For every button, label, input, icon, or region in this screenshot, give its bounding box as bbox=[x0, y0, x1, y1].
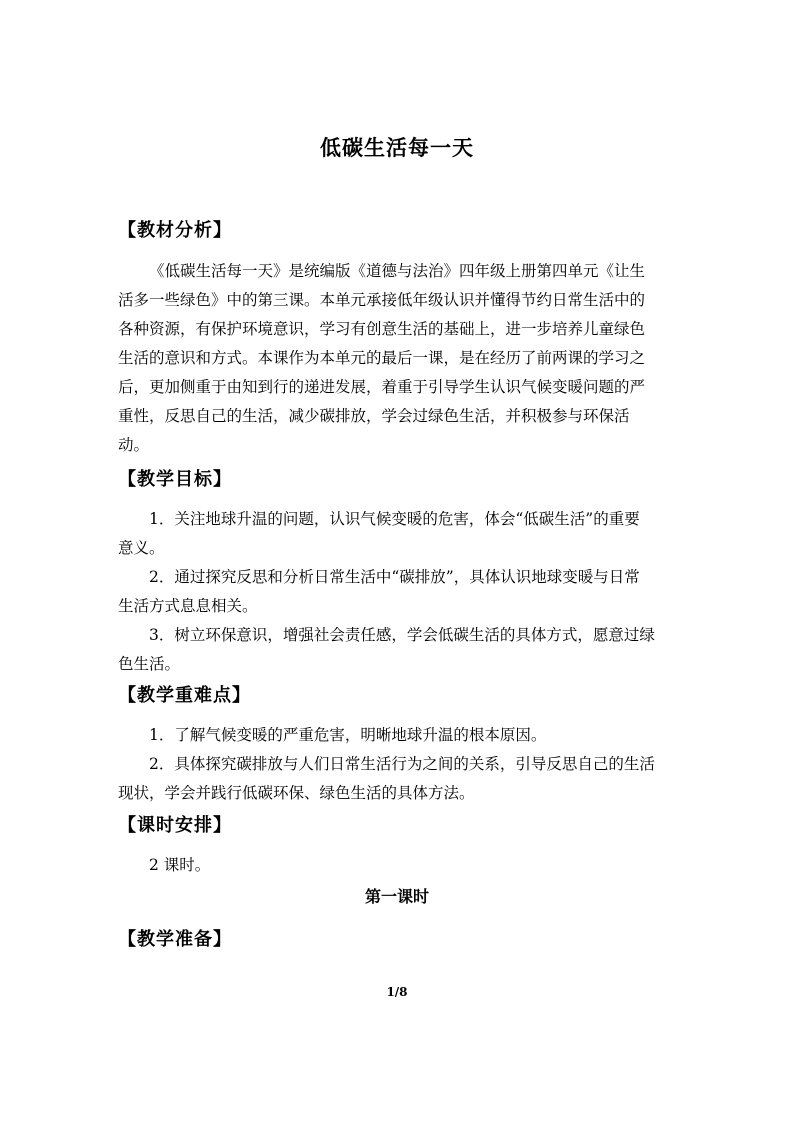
difficulties-paragraph bbox=[118, 721, 678, 808]
text-line: 3．树立环保意识，增强社会责任感，学会低碳生活的具体方式，愿意过绿 bbox=[149, 626, 655, 644]
schedule-paragraph bbox=[118, 851, 678, 880]
text-line: 现状，学会并践行低碳环保、绿色生活的具体方法。 bbox=[118, 784, 475, 802]
text-line: 重性，反思自己的生活，减少碳排放，学会过绿色生活，并积极参与环保活 bbox=[118, 407, 630, 425]
text-line: 2 课时。 bbox=[149, 856, 211, 874]
section-heading-prep: 【教学准备】 bbox=[118, 929, 232, 950]
section-heading-schedule: 【课时安排】 bbox=[118, 815, 232, 836]
text-line: 2．具体探究碳排放与人们日常生活行为之间的关系，引导反思自己的生活 bbox=[149, 755, 655, 773]
text-line: 各种资源，有保护环境意识，学习有创意生活的基础上，进一步培养儿童绿色 bbox=[118, 320, 646, 338]
text-line: 后，更加侧重于由知到行的递进发展，着重于引导学生认识气候变暖问题的严 bbox=[118, 378, 646, 396]
section-heading-difficulties: 【教学重难点】 bbox=[118, 685, 251, 706]
text-line: 色生活。 bbox=[118, 655, 181, 673]
page-number: 1/8 bbox=[386, 985, 408, 999]
text-line: 意义。 bbox=[118, 539, 165, 557]
text-line: 活多一些绿色》中的第三课。本单元承接低年级认识并懂得节约日常生活中的 bbox=[118, 291, 646, 309]
goals-paragraph bbox=[118, 505, 678, 679]
document-title: 低碳生活每一天 bbox=[320, 135, 474, 160]
text-line: 生活方式息息相关。 bbox=[118, 597, 258, 615]
section-heading-goals: 【教学目标】 bbox=[118, 469, 232, 490]
analysis-paragraph bbox=[118, 257, 678, 460]
text-line: 《低碳生活每一天》是统编版《道德与法治》四年级上册第四单元《让生 bbox=[149, 262, 646, 280]
lesson-subtitle: 第一课时 bbox=[364, 887, 429, 906]
text-line: 动。 bbox=[118, 436, 150, 454]
section-heading-analysis: 【教材分析】 bbox=[118, 220, 232, 241]
text-line: 生活的意识和方式。本课作为本单元的最后一课，是在经历了前两课的学习之 bbox=[118, 349, 646, 367]
text-line: 2．通过探究反思和分析日常生活中“碳排放”，具体认识地球变暖与日常 bbox=[149, 568, 640, 586]
text-line: 1．关注地球升温的问题，认识气候变暖的危害，体会“低碳生活”的重要 bbox=[149, 510, 640, 528]
text-line: 1．了解气候变暖的严重危害，明晰地球升温的根本原因。 bbox=[149, 726, 547, 744]
